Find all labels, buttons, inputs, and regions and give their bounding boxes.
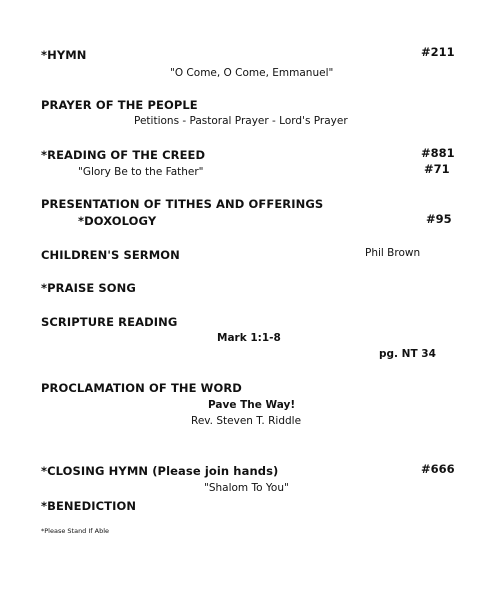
childrens-sermon-label: CHILDREN'S SERMON: [41, 248, 180, 262]
doxology-label: *DOXOLOGY: [78, 214, 157, 228]
closing-hymn-title: "Shalom To You": [204, 482, 289, 494]
creed-label: *READING OF THE CREED: [41, 148, 206, 162]
prayer-detail: Petitions - Pastoral Prayer - Lord's Prayer: [134, 115, 348, 127]
proclamation-speaker: Rev. Steven T. Riddle: [191, 415, 302, 427]
scripture-page: pg. NT 34: [379, 348, 436, 360]
stand-footnote: *Please Stand If Able: [41, 527, 110, 535]
creed-song: "Glory Be to the Father": [78, 166, 204, 178]
benediction-label: *BENEDICTION: [41, 499, 137, 513]
proclamation-title: Pave The Way!: [208, 399, 296, 411]
praise-song-label: *PRAISE SONG: [41, 281, 136, 295]
scripture-label: SCRIPTURE READING: [41, 315, 178, 329]
hymn-number: #211: [421, 45, 455, 59]
proclamation-label: PROCLAMATION OF THE WORD: [41, 381, 242, 395]
prayer-label: PRAYER OF THE PEOPLE: [41, 98, 198, 112]
creed-number: #881: [421, 146, 455, 160]
hymn-label: *HYMN: [41, 48, 87, 62]
doxology-number: #95: [426, 212, 452, 226]
closing-hymn-label: *CLOSING HYMN (Please join hands): [41, 464, 279, 478]
tithes-label: PRESENTATION OF TITHES AND OFFERINGS: [41, 197, 324, 211]
closing-hymn-number: #666: [421, 462, 455, 476]
childrens-sermon-leader: Phil Brown: [365, 247, 421, 259]
scripture-passage: Mark 1:1-8: [217, 332, 281, 344]
hymn-title: "O Come, O Come, Emmanuel": [170, 67, 334, 79]
creed-song-number: #71: [424, 162, 450, 176]
